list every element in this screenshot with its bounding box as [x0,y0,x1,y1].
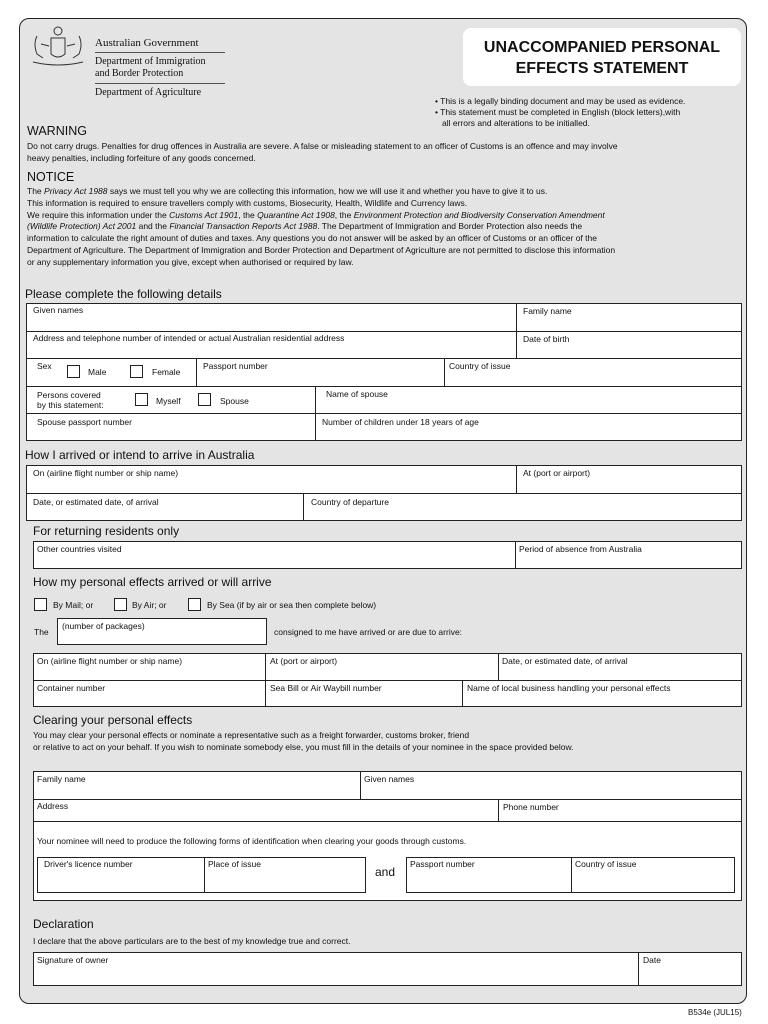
family-name-field[interactable]: Family name [523,306,572,316]
local-business-field[interactable]: Name of local business handling your personal effects [467,683,671,693]
myself-label: Myself [156,396,181,406]
form-code: B534e (JUL15) [688,1008,742,1017]
dept-agriculture: Department of Agriculture [95,87,202,98]
nominee-phone-field[interactable]: Phone number [503,802,559,812]
given-names-field[interactable]: Given names [33,305,84,315]
by-mail-label: By Mail; or [53,600,94,610]
dept-immigration: Department of Immigration and Border Protection [95,56,206,79]
by-sea-label: By Sea (if by air or sea then complete below) [207,600,377,610]
nominee-passport-field[interactable]: Passport number [410,859,475,869]
arrival-port-field[interactable]: At (port or airport) [523,468,591,478]
legal-bullets: • This is a legally binding document and may be used as evidence. • This statement must be completed in English (block letters),with all errors and alterations to be initialled. [435,96,686,128]
by-air-label: By Air; or [132,600,167,610]
consigned-label: consigned to me have arrived or are due to arrive: [274,627,463,637]
departure-country-field[interactable]: Country of departure [311,497,389,507]
returning-heading: For returning residents only [33,524,180,538]
shipment-flight-field[interactable]: On (airline flight number or ship name) [37,656,183,666]
clearing-text: You may clear your personal effects or nominate a representative such as a freight forwarder, customs broker, friend or relative to act on your behalf. If you wish to nominate somebody else, you must fill in the details of your nominee in the space provided below. [33,730,574,752]
shipment-date-field[interactable]: Date, or estimated date, of arrival [502,656,628,666]
persons-covered-label: Persons covered by this statement: [37,390,104,410]
passport-country-field[interactable]: Country of issue [575,859,637,869]
signature-field[interactable]: Signature of owner [37,955,109,965]
nominee-id-text: Your nominee will need to produce the following forms of identification when clearing your goods through customs. [37,836,467,846]
declaration-date-field[interactable]: Date [643,955,661,965]
coat-of-arms-icon [27,24,89,70]
arrival-flight-field[interactable]: On (airline flight number or ship name) [33,468,179,478]
spouse-name-field[interactable]: Name of spouse [326,389,388,399]
warning-text: Do not carry drugs. Penalties for drug offences in Australia are severe. A false or misleading statement to an officer of Customs is an offence and may involve heavy penalties, including forfeiture of any goods concerned. [27,141,618,163]
form-title: UNACCOMPANIED PERSONAL EFFECTS STATEMENT [463,28,741,86]
licence-number-field[interactable]: Driver's licence number [44,859,133,869]
gov-name: Australian Government [95,37,199,49]
spouse-checkbox[interactable] [198,393,211,406]
arrival-date-field[interactable]: Date, or estimated date, of arrival [33,497,159,507]
notice-text: The Privacy Act 1988 says we must tell you why we are collecting this information, how we will use it and whether you have to give it to us. This information is required to ensure travellers comply with customs, Biosecurity, Health, Wildlife and Currency laws. We require this information under the Customs Act 1901, the Quarantine Act 1908, the Environment Protection and Biodiversity Conservation Amendment (Wildlife Protection) Act 2001 and the Financial Transaction Reports Act 1988. The Department of Immigration and Border Protection also needs the information to calculate the right amount of duties and taxes. Any questions you do not answer will be asked by an officer of Customs or an officer of the Department of Agriculture. The Department of Immigration and Border Protection and Department of Agriculture are not permitted to disclose this information or any supplementary information you give, except when authorised or required by law. [27,186,616,267]
absence-period-field[interactable]: Period of absence from Australia [519,544,642,554]
children-field[interactable]: Number of children under 18 years of age [322,417,479,427]
passport-field[interactable]: Passport number [203,361,268,371]
by-sea-checkbox[interactable] [188,598,201,611]
packages-label: (number of packages) [62,621,145,631]
effects-heading: How my personal effects arrived or will arrive [33,575,272,589]
address-field[interactable]: Address and telephone number of intended or actual Australian residential address [33,333,345,343]
spouse-label: Spouse [220,396,249,406]
country-of-issue-field[interactable]: Country of issue [449,361,511,371]
female-checkbox[interactable] [130,365,143,378]
waybill-field[interactable]: Sea Bill or Air Waybill number [270,683,382,693]
the-label: The [34,627,49,637]
male-label: Male [88,367,107,377]
male-checkbox[interactable] [67,365,80,378]
arrival-heading: How I arrived or intend to arrive in Australia [25,448,255,462]
by-mail-checkbox[interactable] [34,598,47,611]
myself-checkbox[interactable] [135,393,148,406]
licence-place-field[interactable]: Place of issue [208,859,261,869]
container-number-field[interactable]: Container number [37,683,106,693]
declaration-table [33,952,742,986]
clearing-heading: Clearing your personal effects [33,713,193,727]
and-label: and [375,865,396,879]
notice-heading: NOTICE [27,170,75,184]
declaration-heading: Declaration [33,917,94,931]
spouse-passport-field[interactable]: Spouse passport number [37,417,132,427]
nominee-family-name-field[interactable]: Family name [37,774,86,784]
other-countries-field[interactable]: Other countries visited [37,544,122,554]
dob-field[interactable]: Date of birth [523,334,570,344]
sex-label: Sex [37,361,52,371]
warning-heading: WARNING [27,124,87,138]
nominee-address-field[interactable]: Address [37,801,69,811]
details-heading: Please complete the following details [25,287,222,301]
nominee-given-names-field[interactable]: Given names [364,774,415,784]
female-label: Female [152,367,181,377]
shipment-port-field[interactable]: At (port or airport) [270,656,338,666]
by-air-checkbox[interactable] [114,598,127,611]
declaration-text: I declare that the above particulars are to the best of my knowledge true and correct. [33,936,351,946]
